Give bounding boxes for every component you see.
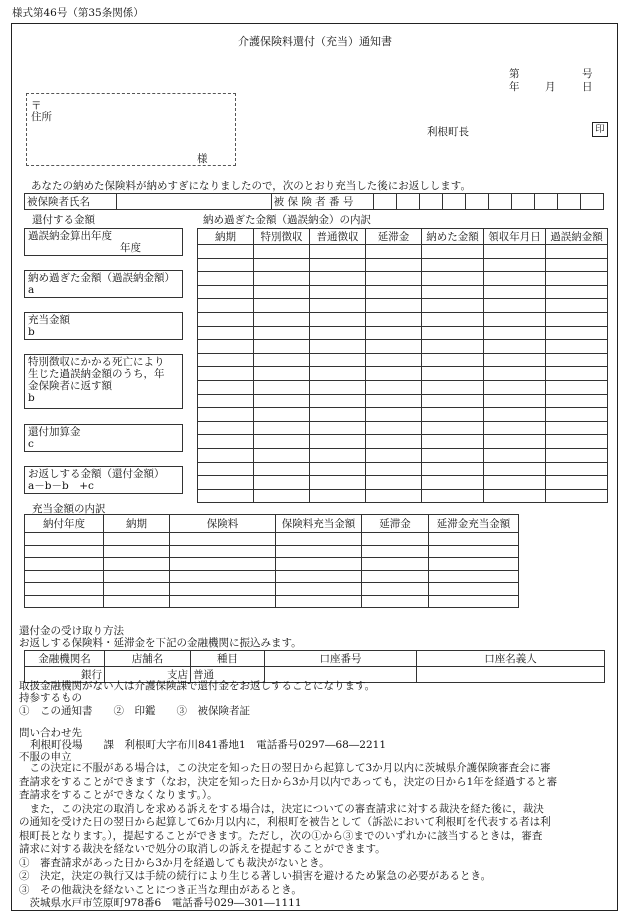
breakdown-cell[interactable]	[422, 299, 484, 313]
breakdown-cell[interactable]	[366, 245, 422, 259]
breakdown-cell[interactable]	[310, 448, 366, 462]
allocation-cell[interactable]	[362, 583, 429, 596]
breakdown-cell[interactable]	[198, 353, 254, 367]
box-return-amount-label: お返しする金額（還付金額）	[28, 468, 165, 480]
breakdown-cell[interactable]	[484, 462, 546, 476]
appeal-line: ② 決定，決定の執行又は手続の続行により生じる著しい損害を避けるため緊急の必要があるとき。	[19, 870, 492, 882]
breakdown-col-header: 過誤納金額	[546, 229, 608, 245]
breakdown-col-header: 納めた金額	[422, 229, 484, 245]
breakdown-cell[interactable]	[484, 326, 546, 340]
insured-number-digit[interactable]	[374, 194, 397, 210]
insured-number-digit[interactable]	[580, 194, 603, 210]
allocation-col-header: 納付年度	[25, 515, 104, 533]
breakdown-cell[interactable]	[198, 476, 254, 490]
allocation-cell[interactable]	[362, 533, 429, 546]
mayor-name: 利根町長	[427, 126, 469, 138]
bank-col-header: 店舗名	[105, 651, 191, 667]
allocation-cell[interactable]	[429, 595, 519, 608]
breakdown-cell[interactable]	[254, 380, 310, 394]
breakdown-cell[interactable]	[310, 408, 366, 422]
allocation-cell[interactable]	[362, 595, 429, 608]
insured-number-label: 被 保 険 者 番 号	[271, 194, 373, 210]
breakdown-cell[interactable]	[484, 435, 546, 449]
breakdown-cell[interactable]	[484, 299, 546, 313]
breakdown-cell[interactable]	[310, 380, 366, 394]
breakdown-cell[interactable]	[366, 272, 422, 286]
breakdown-cell[interactable]	[254, 435, 310, 449]
allocation-cell[interactable]	[170, 545, 276, 558]
bank-note: 取扱金融機関がない人は介護保険課で還付金をお返しすることになります。	[19, 680, 376, 692]
breakdown-cell[interactable]	[366, 353, 422, 367]
breakdown-cell[interactable]	[310, 340, 366, 354]
breakdown-cell[interactable]	[310, 299, 366, 313]
breakdown-cell[interactable]	[546, 476, 608, 490]
breakdown-cell[interactable]	[310, 476, 366, 490]
breakdown-cell[interactable]	[546, 258, 608, 272]
breakdown-cell[interactable]	[254, 312, 310, 326]
allocation-cell[interactable]	[104, 545, 170, 558]
breakdown-cell[interactable]	[484, 380, 546, 394]
allocation-cell[interactable]	[429, 558, 519, 571]
breakdown-cell[interactable]	[198, 435, 254, 449]
receipt-heading: 還付金の受け取り方法	[19, 625, 124, 637]
box-overpaid	[24, 270, 183, 298]
breakdown-cell[interactable]	[254, 285, 310, 299]
allocation-cell[interactable]	[170, 533, 276, 546]
breakdown-cell[interactable]	[546, 448, 608, 462]
breakdown-cell[interactable]	[198, 448, 254, 462]
intro-text: あなたの納めた保険料が納めすぎになりましたので，次のとおり充当した後にお返しします。	[31, 180, 471, 192]
allocation-cell[interactable]	[276, 545, 362, 558]
contact-line: 利根町役場 課 利根町大字布川841番地1 電話番号0297―68―2211	[30, 739, 387, 751]
breakdown-cell[interactable]	[484, 312, 546, 326]
refund-heading: 還付する金額	[32, 214, 95, 226]
insured-number-digit[interactable]	[534, 194, 557, 210]
allocation-cell[interactable]	[25, 583, 104, 596]
breakdown-cell[interactable]	[484, 394, 546, 408]
breakdown-cell[interactable]	[366, 340, 422, 354]
appeal-line: 根町長となります。），提起することができます。ただし，次の①から③までのいずれかに該当するときは，審査	[19, 829, 543, 842]
breakdown-cell[interactable]	[198, 489, 254, 503]
box-calc-year	[24, 228, 183, 256]
allocation-col-header: 延滞金充当金額	[429, 515, 519, 533]
breakdown-cell[interactable]	[254, 299, 310, 313]
breakdown-cell[interactable]	[422, 272, 484, 286]
breakdown-cell[interactable]	[484, 353, 546, 367]
allocation-cell[interactable]	[429, 533, 519, 546]
insured-name-label: 被保険者氏名	[25, 194, 117, 210]
breakdown-cell[interactable]	[310, 272, 366, 286]
breakdown-cell[interactable]	[546, 299, 608, 313]
breakdown-cell[interactable]	[198, 408, 254, 422]
allocation-cell[interactable]	[362, 545, 429, 558]
breakdown-cell[interactable]	[254, 245, 310, 259]
breakdown-cell[interactable]	[546, 312, 608, 326]
breakdown-cell[interactable]	[310, 353, 366, 367]
breakdown-cell[interactable]	[366, 258, 422, 272]
appeal-line: ① 審査請求があった日から3か月を経過しても裁決がないとき。	[19, 856, 330, 869]
breakdown-cell[interactable]	[366, 462, 422, 476]
contact-heading: 問い合わせ先	[19, 727, 82, 739]
box-return-amount-formula: a－b－b +c	[28, 480, 94, 492]
breakdown-cell[interactable]	[366, 394, 422, 408]
allocation-cell[interactable]	[276, 558, 362, 571]
breakdown-cell[interactable]	[546, 462, 608, 476]
allocation-cell[interactable]	[104, 583, 170, 596]
box-death-refund-line: 生じた過誤納金額のうち，年	[28, 368, 165, 380]
breakdown-cell[interactable]	[366, 408, 422, 422]
breakdown-cell[interactable]	[546, 353, 608, 367]
allocation-cell[interactable]	[276, 570, 362, 583]
breakdown-table	[197, 228, 608, 503]
breakdown-cell[interactable]	[546, 367, 608, 381]
allocation-cell[interactable]	[25, 533, 104, 546]
breakdown-heading: 納め過ぎた金額（過誤納金）の内訳	[203, 214, 371, 226]
breakdown-cell[interactable]	[254, 340, 310, 354]
box-return-amount	[24, 466, 183, 494]
breakdown-cell[interactable]	[254, 367, 310, 381]
breakdown-cell[interactable]	[310, 462, 366, 476]
breakdown-cell[interactable]	[484, 340, 546, 354]
breakdown-cell[interactable]	[484, 408, 546, 422]
breakdown-cell[interactable]	[198, 258, 254, 272]
breakdown-cell[interactable]	[546, 272, 608, 286]
breakdown-cell[interactable]	[310, 285, 366, 299]
box-death-refund	[24, 354, 183, 409]
breakdown-cell[interactable]	[484, 258, 546, 272]
appeal-line: また，この決定の取消しを求める訴えをする場合は，決定についての審査請求に対する裁決を経た後に，裁決	[19, 802, 544, 815]
account-holder-cell[interactable]	[417, 667, 605, 683]
breakdown-cell[interactable]	[422, 312, 484, 326]
allocation-cell[interactable]	[104, 558, 170, 571]
breakdown-cell[interactable]	[310, 245, 366, 259]
breakdown-cell[interactable]	[546, 394, 608, 408]
doc-number-go: 号	[582, 68, 593, 80]
breakdown-cell[interactable]	[484, 285, 546, 299]
breakdown-cell[interactable]	[254, 448, 310, 462]
breakdown-cell[interactable]	[198, 394, 254, 408]
box-death-refund-line: 特別徴収にかかる死亡により	[28, 356, 165, 368]
allocation-cell[interactable]	[25, 545, 104, 558]
breakdown-cell[interactable]	[366, 380, 422, 394]
breakdown-cell[interactable]	[422, 421, 484, 435]
appeal-line: ③ その他裁決を経ないことにつき正当な理由があるとき。	[19, 883, 302, 896]
appeal-line: の通知を受けた日の翌日から起算して6か月以内に，利根町を被告として（訴訟において利根町を代表する者は利	[19, 816, 551, 828]
sama-label: 様	[197, 153, 208, 165]
breakdown-cell[interactable]	[366, 299, 422, 313]
breakdown-cell[interactable]	[422, 340, 484, 354]
bring-heading: 持参するもの	[19, 692, 82, 704]
bank-name-cell[interactable]: 銀行	[25, 667, 105, 683]
breakdown-cell[interactable]	[310, 326, 366, 340]
insured-number-digit[interactable]	[443, 194, 466, 210]
breakdown-cell[interactable]	[546, 435, 608, 449]
breakdown-cell[interactable]	[310, 367, 366, 381]
allocation-cell[interactable]	[362, 570, 429, 583]
date-hi: 日	[582, 81, 593, 93]
allocation-cell[interactable]	[25, 558, 104, 571]
allocation-cell[interactable]	[25, 570, 104, 583]
breakdown-cell[interactable]	[254, 421, 310, 435]
box-allocated	[24, 312, 183, 340]
bank-col-header: 口座番号	[265, 651, 417, 667]
form-number: 様式第46号（第35条関係）	[12, 7, 144, 19]
breakdown-cell[interactable]	[366, 312, 422, 326]
box-additional-label: 還付加算金	[28, 426, 81, 438]
bank-col-header: 種目	[191, 651, 265, 667]
breakdown-cell[interactable]	[254, 258, 310, 272]
account-type-cell[interactable]: 普通	[191, 667, 265, 683]
breakdown-cell[interactable]	[484, 272, 546, 286]
allocation-cell[interactable]	[362, 558, 429, 571]
breakdown-cell[interactable]	[366, 326, 422, 340]
insured-number-digit[interactable]	[511, 194, 534, 210]
breakdown-cell[interactable]	[422, 476, 484, 490]
breakdown-cell[interactable]	[198, 462, 254, 476]
breakdown-cell[interactable]	[198, 285, 254, 299]
breakdown-cell[interactable]	[254, 353, 310, 367]
date-nen: 年	[509, 81, 520, 93]
appeal-line: 請求に対する裁決を経ないで処分の取消しの訴えを提起することができます。	[19, 843, 386, 855]
breakdown-cell[interactable]	[422, 435, 484, 449]
breakdown-cell[interactable]	[484, 448, 546, 462]
breakdown-cell[interactable]	[422, 353, 484, 367]
breakdown-cell[interactable]	[310, 489, 366, 503]
breakdown-cell[interactable]	[546, 421, 608, 435]
box-allocated-label: 充当金額	[28, 314, 70, 326]
insured-name-field[interactable]	[116, 194, 271, 210]
box-calc-year-label: 過誤納金算出年度	[28, 230, 112, 242]
allocation-cell[interactable]	[170, 570, 276, 583]
breakdown-cell[interactable]	[254, 326, 310, 340]
box-overpaid-letter: a	[28, 284, 35, 296]
breakdown-cell[interactable]	[484, 476, 546, 490]
bank-col-header: 口座名義人	[417, 651, 605, 667]
breakdown-cell[interactable]	[198, 299, 254, 313]
allocation-cell[interactable]	[104, 533, 170, 546]
allocation-cell[interactable]	[429, 583, 519, 596]
breakdown-cell[interactable]	[198, 326, 254, 340]
breakdown-cell[interactable]	[366, 448, 422, 462]
breakdown-cell[interactable]	[366, 489, 422, 503]
breakdown-cell[interactable]	[422, 462, 484, 476]
allocation-cell[interactable]	[429, 545, 519, 558]
breakdown-cell[interactable]	[198, 421, 254, 435]
branch-name-cell[interactable]: 支店	[105, 667, 191, 683]
insured-number-digit[interactable]	[420, 194, 443, 210]
appeal-line: 茨城県水戸市笠原町978番6 電話番号029―301―1111	[19, 897, 302, 909]
breakdown-cell[interactable]	[310, 312, 366, 326]
breakdown-cell[interactable]	[484, 245, 546, 259]
breakdown-cell[interactable]	[198, 340, 254, 354]
breakdown-cell[interactable]	[484, 421, 546, 435]
document-title: 介護保険料還付（充当）通知書	[238, 35, 392, 48]
breakdown-cell[interactable]	[198, 367, 254, 381]
insured-number-digit[interactable]	[466, 194, 489, 210]
breakdown-cell[interactable]	[198, 380, 254, 394]
breakdown-cell[interactable]	[366, 285, 422, 299]
allocation-cell[interactable]	[429, 570, 519, 583]
insured-table	[24, 193, 604, 210]
allocation-col-header: 保険料充当金額	[276, 515, 362, 533]
allocation-table	[24, 514, 519, 608]
breakdown-cell[interactable]	[310, 421, 366, 435]
appeal-line: 査請求をすることができます（なお，決定を知った日から3か月以内であっても，決定の日から1年を経過すると審	[19, 775, 558, 788]
address-box	[26, 93, 236, 166]
breakdown-cell[interactable]	[254, 462, 310, 476]
box-death-refund-line: 金保険者に返す額	[28, 380, 112, 392]
breakdown-cell[interactable]	[422, 245, 484, 259]
allocation-heading: 充当金額の内訳	[32, 503, 106, 515]
allocation-cell[interactable]	[25, 595, 104, 608]
appeal-line: この決定に不服がある場合は，この決定を知った日の翌日から起算して3か月以内に茨城県介護保険審査会に審	[19, 762, 551, 774]
breakdown-cell[interactable]	[366, 421, 422, 435]
appeal-line: 査請求をすることができなくなります。）。	[19, 789, 218, 801]
seal-stamp: 印	[592, 122, 608, 137]
box-additional	[24, 424, 183, 452]
bank-col-header: 金融機関名	[25, 651, 105, 667]
allocation-cell[interactable]	[276, 533, 362, 546]
allocation-cell[interactable]	[104, 570, 170, 583]
breakdown-cell[interactable]	[310, 258, 366, 272]
breakdown-cell[interactable]	[484, 489, 546, 503]
appeal-heading: 不服の申立	[19, 751, 72, 763]
breakdown-col-header: 普通徴収	[310, 229, 366, 245]
allocation-cell[interactable]	[170, 595, 276, 608]
breakdown-cell[interactable]	[254, 394, 310, 408]
doc-number-dai: 第	[509, 68, 520, 80]
box-calc-year-unit: 年度	[120, 242, 141, 254]
box-allocated-letter: b	[28, 326, 35, 338]
breakdown-cell[interactable]	[310, 435, 366, 449]
box-overpaid-label: 納め過ぎた金額（過誤納金額）	[28, 272, 175, 284]
breakdown-cell[interactable]	[422, 258, 484, 272]
breakdown-cell[interactable]	[254, 489, 310, 503]
breakdown-cell[interactable]	[422, 285, 484, 299]
breakdown-cell[interactable]	[366, 476, 422, 490]
breakdown-cell[interactable]	[422, 448, 484, 462]
breakdown-cell[interactable]	[422, 367, 484, 381]
breakdown-cell[interactable]	[422, 380, 484, 394]
allocation-cell[interactable]	[170, 583, 276, 596]
receipt-line: お返しする保険料・延滞金を下記の金融機関に振込みます。	[19, 637, 302, 649]
breakdown-col-header: 領収年月日	[484, 229, 546, 245]
allocation-cell[interactable]	[104, 595, 170, 608]
breakdown-cell[interactable]	[198, 245, 254, 259]
address-label: 住所	[31, 111, 52, 123]
breakdown-cell[interactable]	[422, 326, 484, 340]
breakdown-cell[interactable]	[422, 394, 484, 408]
breakdown-cell[interactable]	[254, 476, 310, 490]
breakdown-col-header: 延滞金	[366, 229, 422, 245]
appeal-body	[19, 762, 557, 911]
breakdown-cell[interactable]	[546, 326, 608, 340]
breakdown-cell[interactable]	[546, 285, 608, 299]
box-additional-letter: c	[28, 438, 34, 450]
breakdown-cell[interactable]	[546, 340, 608, 354]
box-death-refund-letter: b	[28, 392, 35, 404]
postal-mark: 〒	[31, 100, 42, 112]
allocation-cell[interactable]	[276, 583, 362, 596]
breakdown-col-header: 納期	[198, 229, 254, 245]
breakdown-cell[interactable]	[546, 380, 608, 394]
insured-number-digit[interactable]	[488, 194, 511, 210]
insured-number-digit[interactable]	[397, 194, 420, 210]
allocation-col-header: 保険料	[170, 515, 276, 533]
breakdown-cell[interactable]	[546, 489, 608, 503]
insured-number-digit[interactable]	[557, 194, 580, 210]
breakdown-col-header: 特別徴収	[254, 229, 310, 245]
allocation-col-header: 延滞金	[362, 515, 429, 533]
breakdown-cell[interactable]	[546, 408, 608, 422]
breakdown-cell[interactable]	[366, 435, 422, 449]
allocation-cell[interactable]	[170, 558, 276, 571]
bring-items: ① この通知書 ② 印鑑 ③ 被保険者証	[19, 705, 250, 717]
breakdown-cell[interactable]	[484, 367, 546, 381]
breakdown-cell[interactable]	[198, 272, 254, 286]
breakdown-cell[interactable]	[422, 408, 484, 422]
breakdown-cell[interactable]	[198, 312, 254, 326]
breakdown-cell[interactable]	[422, 489, 484, 503]
allocation-col-header: 納期	[104, 515, 170, 533]
breakdown-cell[interactable]	[366, 367, 422, 381]
breakdown-cell[interactable]	[254, 408, 310, 422]
date-tsuki: 月	[545, 81, 556, 93]
breakdown-cell[interactable]	[310, 394, 366, 408]
breakdown-cell[interactable]	[546, 245, 608, 259]
breakdown-cell[interactable]	[254, 272, 310, 286]
allocation-cell[interactable]	[276, 595, 362, 608]
